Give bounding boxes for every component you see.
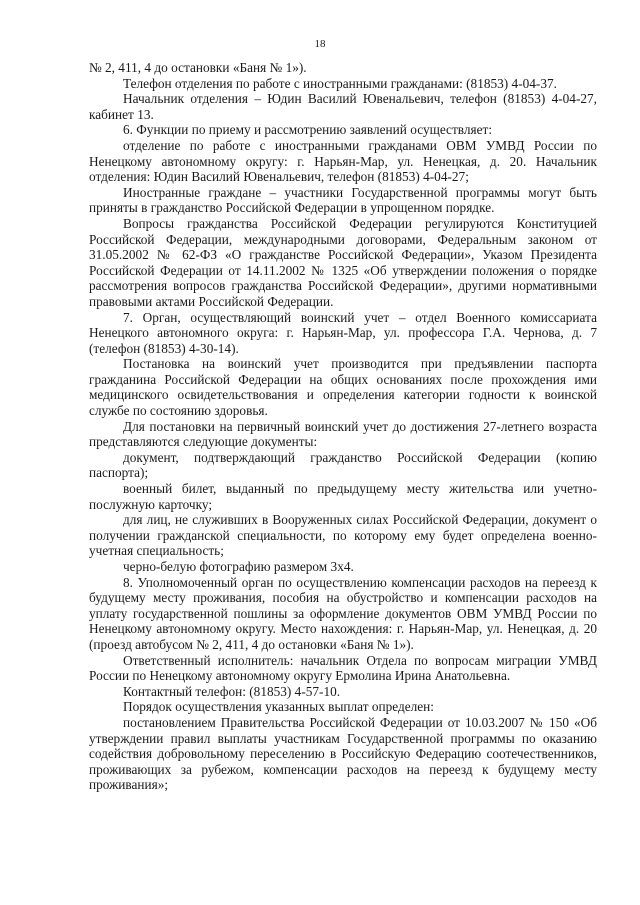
paragraph: Контактный телефон: (81853) 4-57-10.: [123, 683, 341, 699]
paragraph: Порядок осуществления указанных выплат определен:: [123, 699, 434, 715]
paragraph: Вопросы гражданства Российской Федерации регулируются Конституцией Российской Федерации, международными договорами, Федеральным законом от 31.05.2002 № 62-ФЗ «О гражданстве Российской Федерации», Указом Президента Российской Федерации от 14.11.2002 № 1325 «Об утверждении положения о порядке рассмотрения вопросов гражданства Российской Федерации», другими нормативными правовыми актами Российской Федерации.: [89, 215, 597, 309]
paragraph: военный билет, выданный по предыдущему месту жительства или учетно-послужную карточку;: [89, 481, 597, 512]
paragraph: № 2, 411, 4 до остановки «Баня № 1»).: [89, 60, 307, 75]
paragraph: отделение по работе с иностранными гражданами ОВМ УМВД России по Ненецкому автономному округу: г. Нарьян-Мар, ул. Ненецкая, д. 20. Начальник отделения: Юдин Василий Ювенальевич, телефон (81853) 4-04-27;: [89, 137, 597, 185]
paragraph: документ, подтверждающий гражданство Российской Федерации (копию паспорта);: [89, 449, 597, 481]
paragraph: Начальник отделения – Юдин Василий Ювенальевич, телефон (81853) 4-04-27, кабинет 13.: [89, 91, 597, 122]
paragraph: Для постановки на первичный воинский учет до достижения 27-летнего возраста представляются следующие документы:: [89, 418, 597, 450]
paragraph: черно-белую фотографию размером 3х4.: [123, 559, 354, 574]
page-number: 18: [314, 38, 326, 50]
paragraph: Ответственный исполнитель: начальник Отдела по вопросам миграции УМВД России по Ненецкому автономному округу Ермолина Ирина Анатольевна.: [89, 652, 597, 684]
paragraph: Постановка на воинский учет производится при предъявлении паспорта гражданина Российской Федерации на общих основаниях после прохождения ими медицинского освидетельствования и определения категории годности к воинской службе по состоянию здоровья.: [89, 356, 597, 419]
paragraph: Иностранные граждане – участники Государственной программы могут быть приняты в гражданство Российской Федерации в упрощенном порядке.: [89, 184, 597, 216]
paragraph: постановлением Правительства Российской Федерации от 10.03.2007 № 150 «Об утверждении правил выплаты участникам Государственной программы по оказанию содействия добровольному переселению в Российскую Федерацию соотечественников, проживающих за рубежом, компенсации расходов на переезд к будущему месту проживания»;: [89, 714, 597, 793]
paragraph: 7. Орган, осуществляющий воинский учет – отдел Военного комиссариата Ненецкого автономного округа: г. Нарьян-Мар, ул. профессора Г.А. Чернова, д. 7 (телефон (81853) 4-30-14).: [89, 309, 597, 356]
paragraph: для лиц, не служивших в Вооруженных силах Российской Федерации, документ о получении гражданской специальности, по которому ему будет определена военно-учетная специальность;: [89, 512, 597, 559]
paragraph: Телефон отделения по работе с иностранными гражданами: (81853) 4-04-37.: [123, 75, 557, 91]
paragraph: 6. Функции по приему и рассмотрению заявлений осуществляет:: [123, 122, 493, 138]
paragraph: 8. Уполномоченный орган по осуществлению компенсации расходов на переезд к будущему месту проживания, пособия на обустройство и компенсации расходов на уплату государственной пошлины за оформление документов ОВМ УМВД России по Ненецкому автономному округу. Место нахождения: г. Нарьян-Мар, ул. Ненецкая, д. 20 (проезд автобусом № 2, 411, 4 до остановки «Баня № 1»).: [89, 574, 597, 652]
document-body: [89, 60, 597, 793]
